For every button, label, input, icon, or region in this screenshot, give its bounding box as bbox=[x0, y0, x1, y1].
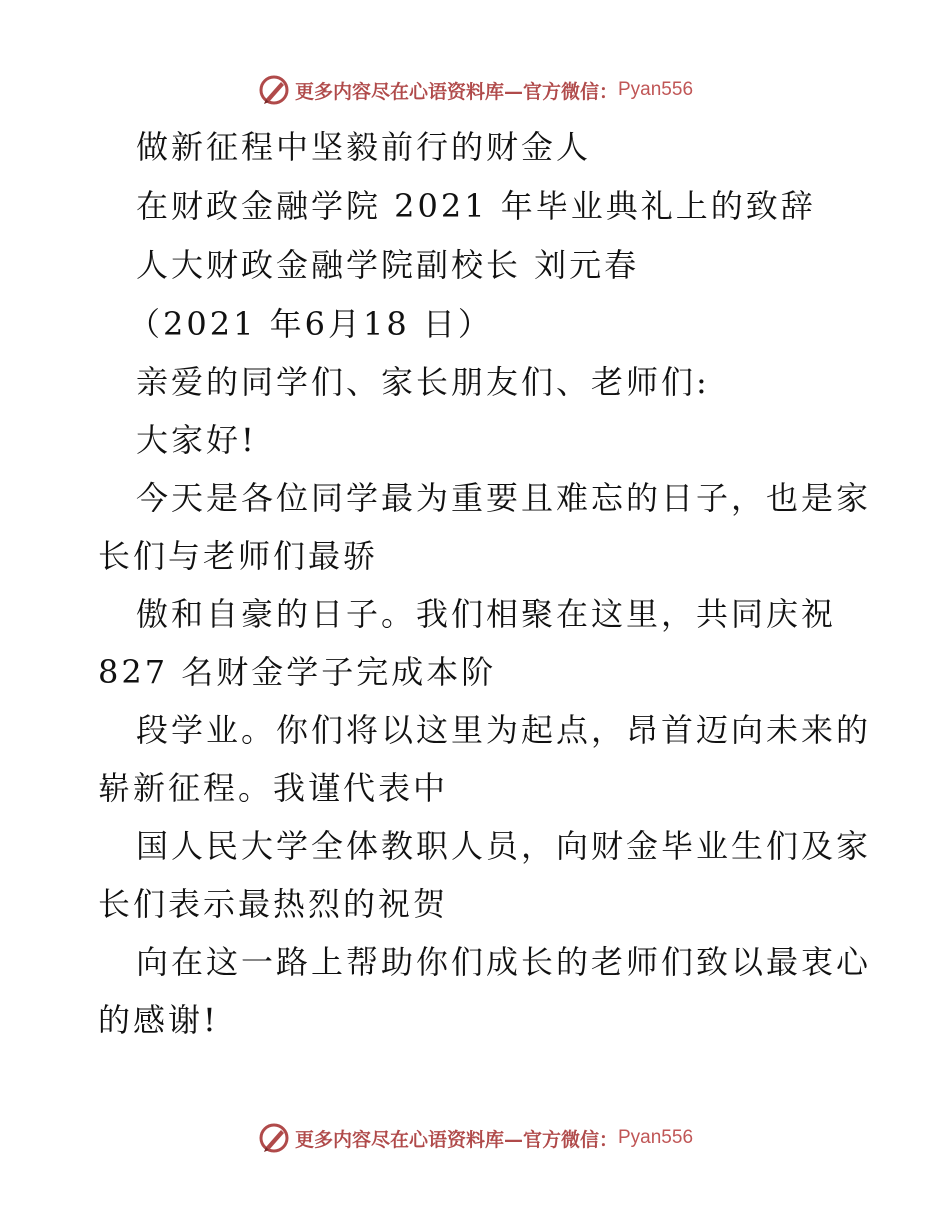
document-author: 人大财政金融学院副校长 刘元春 bbox=[136, 246, 640, 284]
paragraph-line: 今天是各位同学最为重要且难忘的日子，也是家 bbox=[136, 479, 872, 517]
paragraph-line: 亲爱的同学们、家长朋友们、老师们: bbox=[136, 363, 710, 401]
document-date: （2021 年6月18 日） bbox=[128, 305, 493, 343]
banner-wechat-id: Pyan556 bbox=[618, 1127, 694, 1148]
paragraph-line: 的感谢! bbox=[98, 1001, 219, 1039]
banner-text: 更多内容尽在心语资料库—官方微信： bbox=[294, 1128, 618, 1151]
paragraph-line: 长们与老师们最骄 bbox=[98, 537, 379, 575]
paragraph-line: 大家好! bbox=[136, 421, 257, 459]
header-banner bbox=[0, 70, 950, 110]
banner-text: 更多内容尽在心语资料库—官方微信： bbox=[294, 80, 618, 103]
paragraph-line: 段学业。你们将以这里为起点，昂首迈向未来的 bbox=[136, 711, 872, 749]
paragraph-line: 向在这一路上帮助你们成长的老师们致以最衷心 bbox=[136, 943, 872, 981]
pen-logo-icon bbox=[257, 1121, 291, 1155]
paragraph-line: 长们表示最热烈的祝贺 bbox=[98, 885, 449, 923]
paragraph-line: 827 名财金学子完成本阶 bbox=[98, 653, 497, 691]
paragraph-line: 傲和自豪的日子。我们相聚在这里，共同庆祝 bbox=[136, 595, 837, 633]
document-title: 做新征程中坚毅前行的财金人 bbox=[136, 128, 592, 166]
document-subtitle: 在财政金融学院 2021 年毕业典礼上的致辞 bbox=[136, 187, 816, 225]
pen-logo-icon bbox=[257, 73, 291, 107]
paragraph-line: 国人民大学全体教职人员，向财金毕业生们及家 bbox=[136, 827, 872, 865]
banner-wechat-id: Pyan556 bbox=[618, 79, 694, 100]
paragraph-line: 崭新征程。我谨代表中 bbox=[98, 769, 449, 807]
footer-banner bbox=[0, 1118, 950, 1158]
